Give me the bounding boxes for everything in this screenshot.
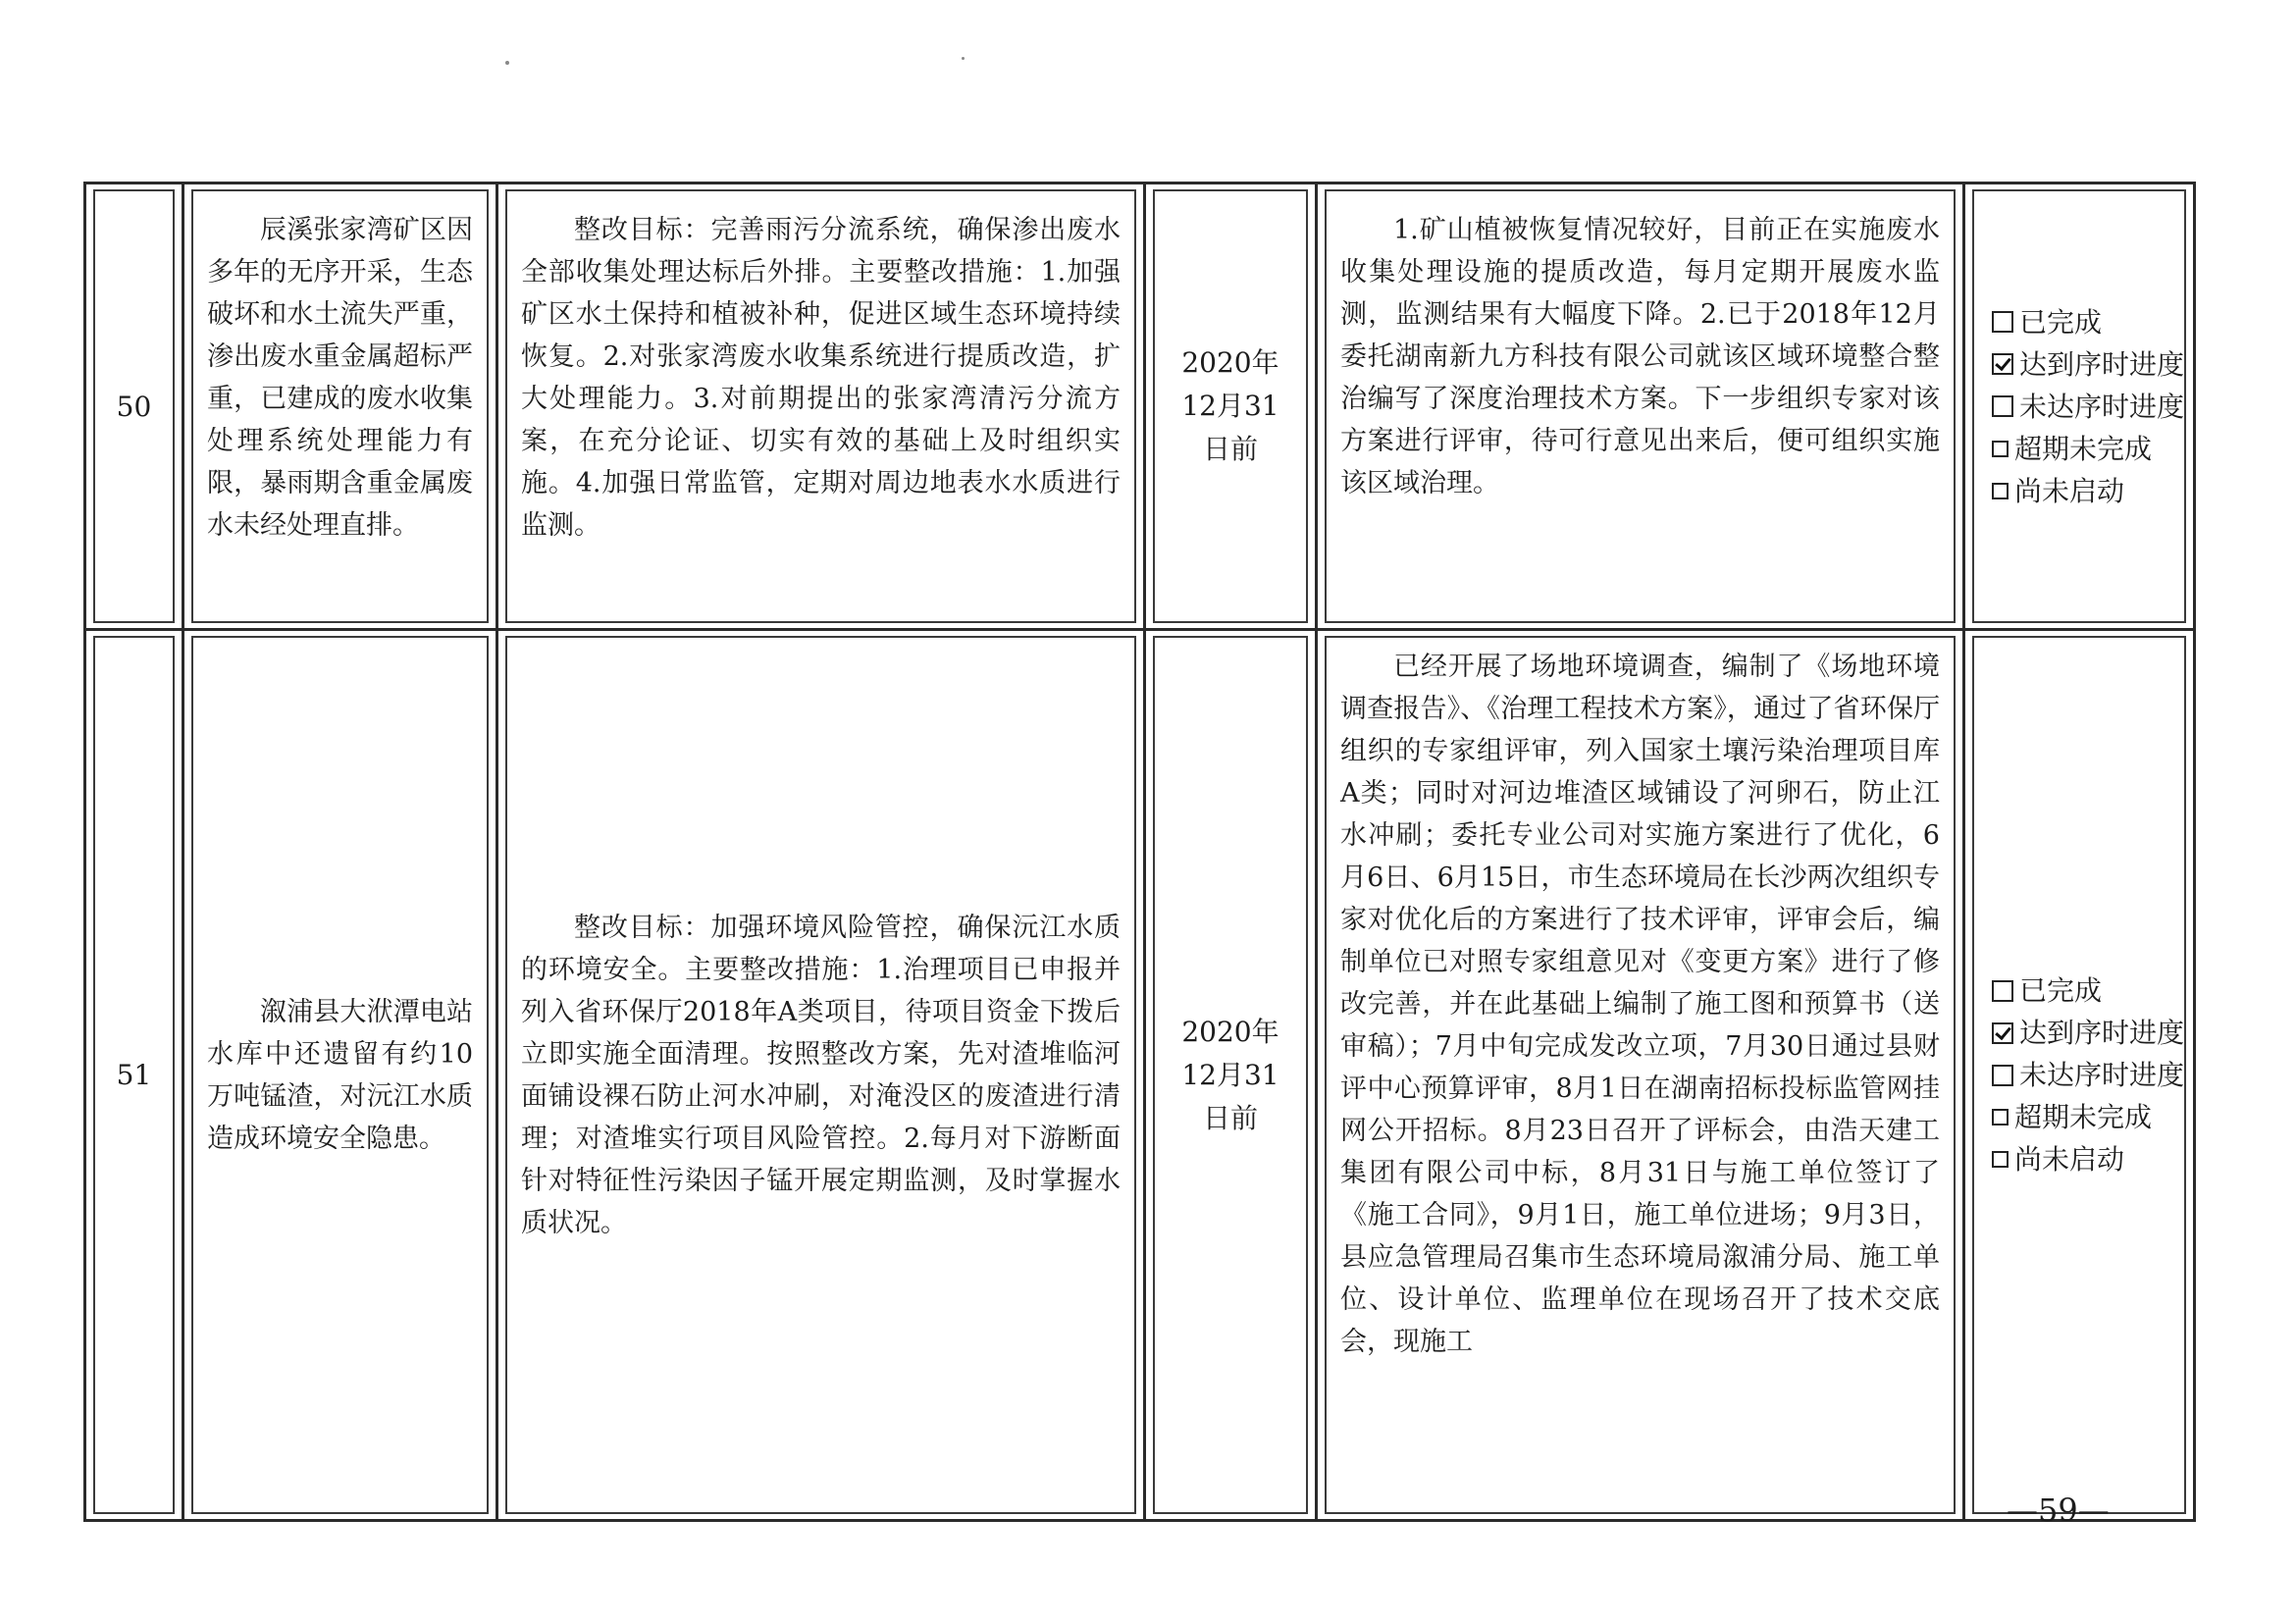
measures-cell [497, 630, 1145, 1521]
table-row [85, 183, 2195, 630]
checkbox-icon [1992, 1151, 2009, 1168]
checkbox-icon [1992, 1109, 2009, 1126]
progress-text: 1.矿山植被恢复情况较好，目前正在实施废水收集处理设施的提质改造，每月定期开展废水监测，监测结果有大幅度下降。2.已于2018年12月委托湖南新九方科技有限公司就该区域环境整合整治编写了深度治理技术方案。下一步组织专家对该方案进行评审，待可行意见出来后，便可组织实施该区域治理。 [1325, 189, 1956, 623]
problem-text: 辰溪张家湾矿区因多年的无序开采，生态破坏和水土流失严重，渗出废水重金属超标严重，已建成的废水收集处理系统处理能力有限，暴雨期含重金属废水未经处理直排。 [191, 189, 489, 623]
problem-cell [183, 183, 497, 630]
problem-text: 溆浦县大洑潭电站水库中还遗留有约10万吨锰渣，对沅江水质造成环境安全隐患。 [207, 996, 473, 1154]
scan-speck [962, 57, 965, 60]
checkbox-icon [1992, 311, 2013, 333]
status-cell [1964, 630, 2195, 1521]
measures-text: 整改目标：加强环境风险管控，确保沅江水质的环境安全。主要整改措施：1.治理项目已申报并列入省环保厅2018年A类项目，待项目资金下拨后立即实施全面清理。按照整改方案，先对渣堆临河面铺设裸石防止河水冲刷，对淹没区的废渣进行清理；对渣堆实行项目风险管控。2.每月对下游断面针对特征性污染因子锰开展定期监测，及时掌握水质状况。 [521, 912, 1121, 1238]
deadline-cell [1145, 630, 1317, 1521]
status-cell [1964, 183, 2195, 630]
rectification-table [83, 182, 2196, 1522]
status-option-on-schedule: 达到序时进度 [1992, 343, 2170, 386]
row-number: 51 [116, 1059, 152, 1091]
status-option-overdue: 超期未完成 [1992, 1096, 2170, 1138]
status-option-not-started: 尚未启动 [1992, 470, 2170, 512]
page-number: —59— [2007, 1492, 2110, 1529]
status-option-on-schedule: 达到序时进度 [1992, 1012, 2170, 1054]
status-option-behind-schedule: 未达序时进度 [1992, 386, 2170, 428]
problem-cell [183, 630, 497, 1521]
checkbox-checked-icon [1992, 353, 2013, 375]
status-option-overdue: 超期未完成 [1992, 428, 2170, 470]
row-number-cell [85, 630, 183, 1521]
row-number: 50 [116, 390, 152, 423]
measures-cell [497, 183, 1145, 630]
status-option-behind-schedule: 未达序时进度 [1992, 1054, 2170, 1096]
checkbox-icon [1992, 441, 2009, 457]
deadline-cell [1145, 183, 1317, 630]
checkbox-icon [1992, 395, 2013, 417]
checkbox-icon [1992, 1065, 2013, 1086]
checkbox-icon [1992, 980, 2013, 1002]
scan-speck [505, 61, 509, 65]
measures-text: 整改目标：完善雨污分流系统，确保渗出废水全部收集处理达标后外排。主要整改措施：1.加强矿区水土保持和植被补种，促进区域生态环境持续恢复。2.对张家湾废水收集系统进行提质改造，扩大处理能力。3.对前期提出的张家湾清污分流方案，在充分论证、切实有效的基础上及时组织实施。4.加强日常监管，定期对周边地表水水质进行监测。 [505, 189, 1136, 623]
status-option-completed: 已完成 [1992, 301, 2170, 343]
table-row [85, 630, 2195, 1521]
progress-text: 已经开展了场地环境调查，编制了《场地环境调查报告》、《治理工程技术方案》，通过了省环保厅组织的专家组评审，列入国家土壤污染治理项目库A类；同时对河边堆渣区域铺设了河卵石，防止江水冲刷；委托专业公司对实施方案进行了优化，6月6日、6月15日，市生态环境局在长沙两次组织专家对优化后的方案进行了技术评审，评审会后，编制单位已对照专家组意见对《变更方案》进行了修改完善，并在此基础上编制了施工图和预算书（送审稿）；7月中旬完成发改立项，7月30日通过县财评中心预算评审，8月1日在湖南招标投标监管网挂网公开招标。8月23日召开了评标会，由浩天建工集团有限公司中标，8月31日与施工单位签订了《施工合同》，9月1日，施工单位进场；9月3日，县应急管理局召集市生态环境局溆浦分局、施工单位、设计单位、监理单位在现场召开了技术交底会，现施工 [1325, 636, 1956, 1514]
row-number-cell [85, 183, 183, 630]
deadline-text: 2020年12月31日前 [1181, 1015, 1279, 1134]
status-option-not-started: 尚未启动 [1992, 1138, 2170, 1180]
status-option-completed: 已完成 [1992, 969, 2170, 1012]
progress-cell [1317, 630, 1964, 1521]
checkbox-icon [1992, 483, 2009, 499]
progress-cell [1317, 183, 1964, 630]
checkbox-checked-icon [1992, 1022, 2013, 1044]
deadline-text: 2020年12月31日前 [1181, 346, 1279, 465]
